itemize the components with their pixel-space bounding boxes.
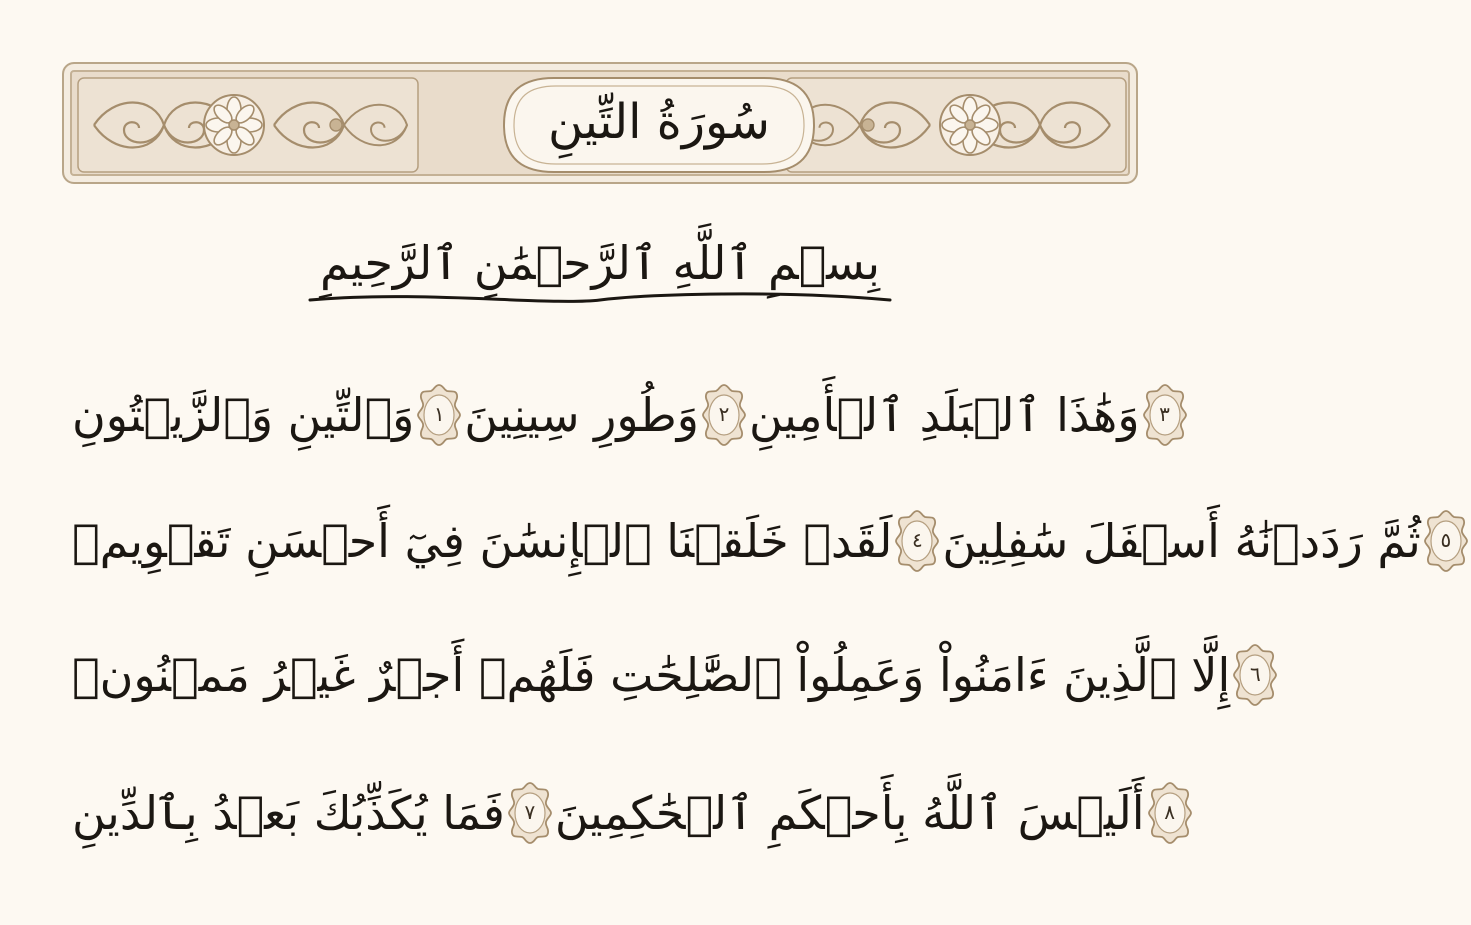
ayah-text: فَمَا يُكَذِّبُكَ بَعۡدُ بِٱلدِّينِ	[72, 786, 505, 840]
ayah-number-marker	[1230, 642, 1280, 708]
ayah-number: ٧	[524, 800, 536, 824]
ayah-text: وَطُورِ سِينِينَ	[464, 388, 699, 442]
ayah-number-marker	[1140, 382, 1190, 448]
verse-line-2	[72, 496, 1452, 586]
ayah-number: ٦	[1249, 662, 1261, 686]
verse-line-1	[72, 370, 1170, 460]
ayah-number: ٥	[1440, 528, 1452, 552]
ayah-text: لَقَدۡ خَلَقۡنَا ٱلۡإِنسَٰنَ فِيٓ أَحۡسَنِ تَقۡوِيمٖ	[72, 514, 893, 568]
ayah-text: وَٱلتِّينِ وَٱلزَّيۡتُونِ	[72, 388, 415, 442]
ayah-number-marker	[699, 382, 749, 448]
ayah-text: وَهَٰذَا ٱلۡبَلَدِ ٱلۡأَمِينِ	[748, 388, 1140, 442]
verse-line-3	[72, 630, 1261, 720]
ayah-number: ٣	[1159, 402, 1170, 426]
ayah-number-marker	[892, 508, 942, 574]
ayah-number: ٨	[1164, 800, 1175, 824]
ayah-text: إِلَّا ٱلَّذِينَ ءَامَنُواْ وَعَمِلُواْ ٱلصَّٰلِحَٰتِ فَلَهُمۡ أَجۡرٌ غَيۡرُ مَمۡنُونٖ	[72, 648, 1231, 702]
ayah-text: أَلَيۡسَ ٱللَّهُ بِأَحۡكَمِ ٱلۡحَٰكِمِينَ	[554, 786, 1145, 840]
basmala-swash-icon	[300, 286, 900, 316]
ayah-number: ١	[433, 402, 445, 426]
ayah-number: ٤	[911, 528, 923, 552]
surah-header-band	[62, 62, 1138, 184]
surah-title-cartouche	[484, 70, 834, 180]
ayah-number-marker	[414, 382, 464, 448]
surah-title: سُورَةُ التِّينِ	[547, 94, 771, 150]
basmala: بِسۡمِ ٱللَّهِ ٱلرَّحۡمَٰنِ ٱلرَّحِيمِ	[319, 236, 881, 290]
verse-line-4	[72, 768, 1175, 858]
ayah-number-marker	[505, 780, 555, 846]
ayah-number-marker	[1145, 780, 1195, 846]
ayah-number: ٢	[718, 402, 730, 426]
ayah-number-marker	[1421, 508, 1471, 574]
ayah-text: ثُمَّ رَدَدۡنَٰهُ أَسۡفَلَ سَٰفِلِينَ	[942, 514, 1421, 568]
